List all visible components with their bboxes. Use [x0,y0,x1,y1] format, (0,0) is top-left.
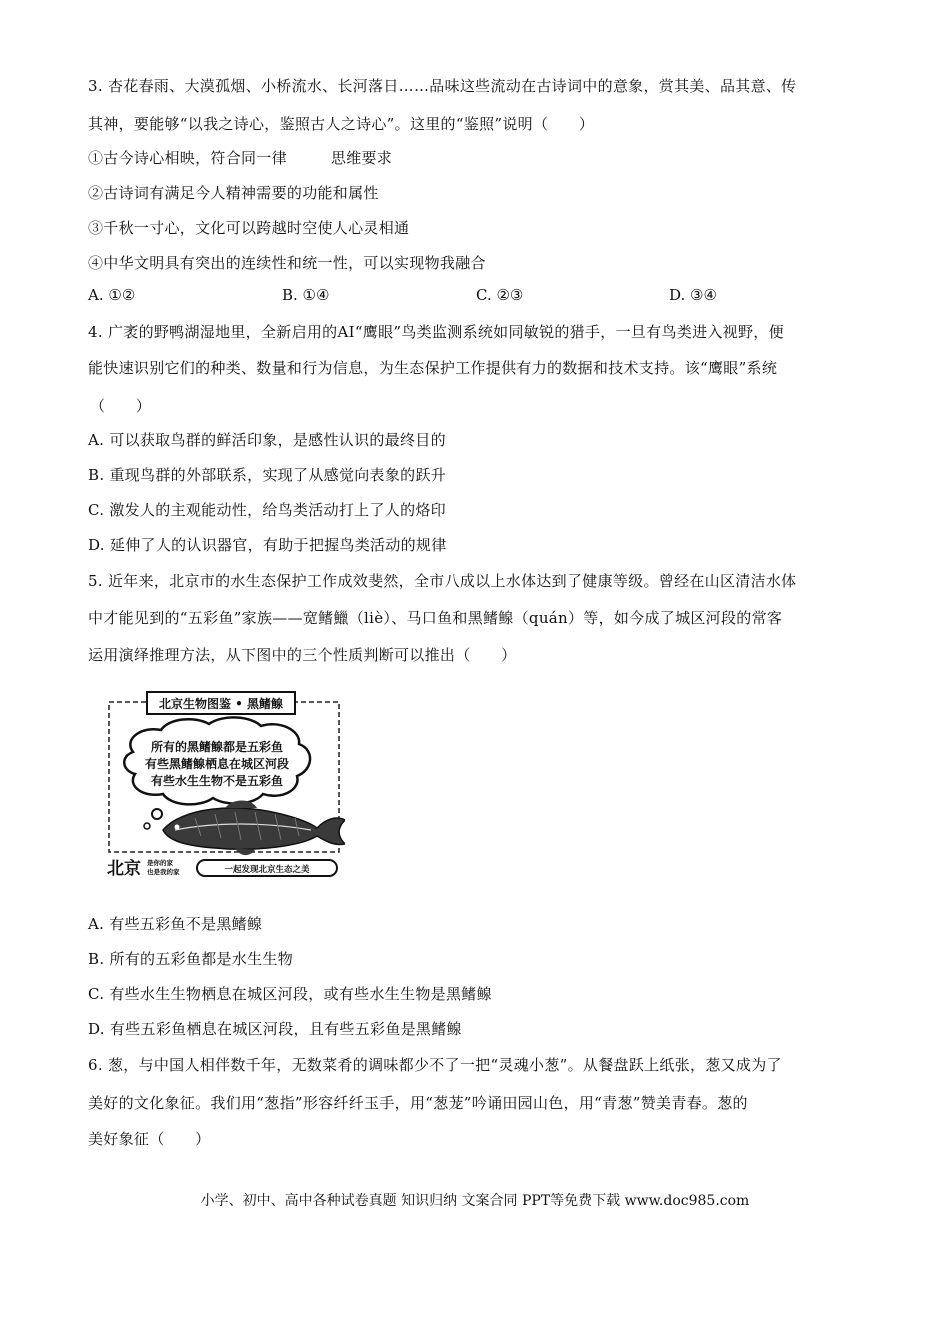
q3-item-2: ②古诗词有满足今人精神需要的功能和属性 [88,184,379,202]
brand-sub2: 也是我的家 [147,868,180,876]
q5-option-a: A. 有些五彩鱼不是黑鳍鳈 [88,915,263,933]
q5-option-c: C. 有些水生生物栖息在城区河段，或有些水生生物是黑鳍鳈 [88,985,492,1003]
q6-stem-line3: 美好象征（ ） [88,1130,211,1148]
figure-header: 北京生物图鉴 • 黑鳍鳈 [158,697,284,711]
q5-option-d: D. 有些五彩鱼栖息在城区河段，且有些五彩鱼是黑鳍鳈 [88,1020,462,1038]
q5-stem-line2: 中才能见到的“五彩鱼”家族——宽鳍鱲（liè）、马口鱼和黑鳍鳈（quán）等，如今成了城区河段的常客 [88,609,783,627]
q3-item-1-text: ①古今诗心相映，符合同一律 [88,149,287,167]
q3-option-b: B. ①④ [282,286,330,304]
bubble-line3: 有些水生生物不是五彩鱼 [150,774,284,788]
page-footer: 小学、初中、高中各种试卷真题 知识归纳 文案合同 PPT等免费下载 www.doc985.com [200,1193,750,1209]
thought-dot-large [152,809,162,819]
q4-option-c: C. 激发人的主观能动性，给鸟类活动打上了人的烙印 [88,501,446,519]
q5-figure-svg [105,690,345,880]
bubble-line2: 有些黑鳍鳈栖息在城区河段 [144,757,290,771]
q3-item-3: ③千秋一寸心，文化可以跨越时空使人心灵相通 [88,219,410,237]
q3-option-d: D. ③④ [669,286,717,304]
slogan: 一起发现北京生态之美 [224,865,310,875]
q4-stem-line3: （ ） [90,397,152,415]
q3-item-1 [88,148,392,168]
q3-item-1-tail: 思维要求 [330,149,393,167]
q3-option-c: C. ②③ [476,286,524,304]
bubble-line1: 所有的黑鳍鳈都是五彩鱼 [150,740,284,754]
brand-beijing: 北京 [107,859,141,879]
brand-sub1: 是你的家 [147,859,173,867]
q3-option-a: A. ①② [88,286,136,304]
q5-stem-line3: 运用演绎推理方法，从下图中的三个性质判断可以推出（ ） [88,646,517,664]
q4-option-b: B. 重现鸟群的外部联系，实现了从感觉向表象的跃升 [88,466,447,484]
q5-option-b: B. 所有的五彩鱼都是水生生物 [88,950,294,968]
q4-option-d: D. 延伸了人的认识器官，有助于把握鸟类活动的规律 [88,536,447,554]
q6-stem-line1: 6. 葱，与中国人相伴数千年，无数菜肴的调味都少不了一把“灵魂小葱”。从餐盘跃上纸张，葱又成为了 [88,1056,782,1074]
q3-stem-line2: 其神，要能够“以我之诗心，鉴照古人之诗心”。这里的“鉴照”说明（ ） [88,115,595,133]
q5-figure [105,690,345,880]
q5-stem-line1: 5. 近年来，北京市的水生态保护工作成效斐然，全市八成以上水体达到了健康等级。曾经在山区清洁水体 [88,572,797,590]
q3-item-4: ④中华文明具有突出的连续性和统一性，可以实现物我融合 [88,254,486,272]
q3-stem-line1: 3. 杏花春雨、大漠孤烟、小桥流水、长河落日……品味这些流动在古诗词中的意象，赏其美、品其意、传 [88,77,797,95]
fish-illustration [163,801,345,856]
thought-dot-small [144,823,150,829]
q6-stem-line2: 美好的文化象征。我们用“葱指”形容纤纤玉手，用“葱茏”吟诵田园山色，用“青葱”赞美青春。葱的 [88,1094,748,1112]
q4-option-a: A. 可以获取鸟群的鲜活印象，是感性认识的最终目的 [88,431,446,449]
q4-stem-line2: 能快速识别它们的种类、数量和行为信息，为生态保护工作提供有力的数据和技术支持。该“鹰眼”系统 [88,359,778,377]
q4-stem-line1: 4. 广袤的野鸭湖湿地里，全新启用的AI“鹰眼”鸟类监测系统如同敏锐的猎手，一旦有鸟类进入视野，便 [88,323,784,341]
